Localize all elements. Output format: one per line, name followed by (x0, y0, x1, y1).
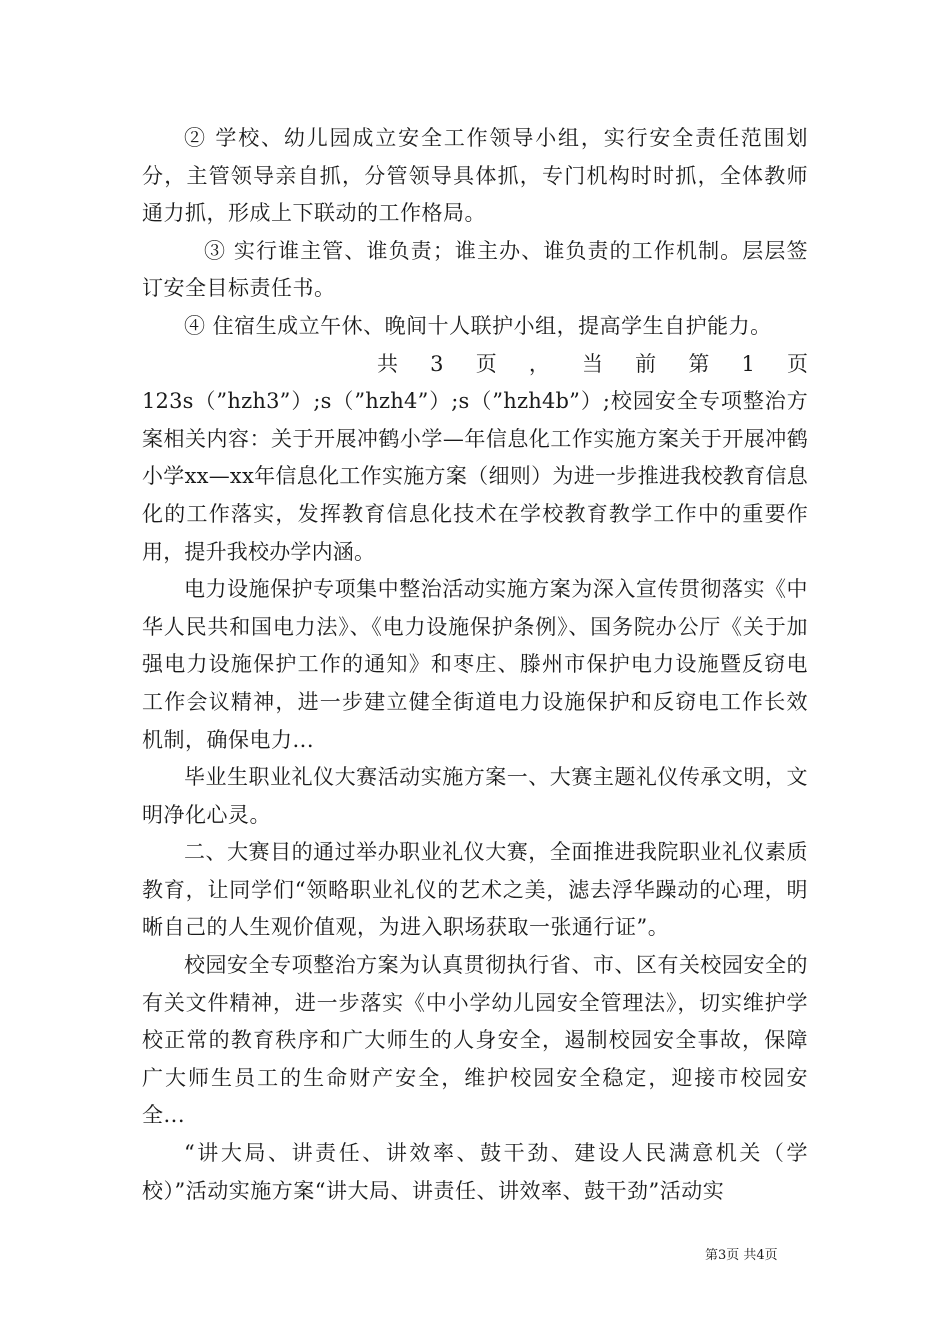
page-counter-comma: ， (528, 351, 550, 376)
page-counter-total: 3 (430, 351, 444, 376)
page-counter-current: 1 (741, 351, 755, 376)
page-counter-dang: 当 (582, 351, 603, 376)
page-footer: 第3页 共4页 (705, 1248, 778, 1263)
body-paragraph-campaign: “讲大局、讲责任、讲效率、鼓干劲、建设人民满意机关（学校）”活动实施方案“讲大局、讲责任、讲效率、鼓干劲”活动实 (142, 1141, 808, 1203)
page-counter-ye: 页 (475, 351, 497, 376)
page-counter-ye-2: 页 (787, 351, 808, 376)
body-paragraph-etiquette-theme: 毕业生职业礼仪大赛活动实施方案一、大赛主题礼仪传承文明，文明净化心灵。 (142, 765, 808, 827)
body-paragraph-etiquette-goal: 二、大赛目的通过举办职业礼仪大赛，全面推进我院职业礼仪素质教育，让同学们“领略职业礼仪的艺术之美，滤去浮华躁动的心理，明晰自己的人生观价值观，为进入职场获取一张通行证”。 (142, 840, 808, 940)
paragraph-item-2: ② 学校、幼儿园成立安全工作领导小组，实行安全责任范围划分，主管领导亲自抓，分管领导具体抓，专门机构时时抓，全体教师通力抓，形成上下联动的工作格局。 (142, 126, 808, 226)
paragraph-item-3: ③ 实行谁主管、谁负责；谁主办、谁负责的工作机制。层层签订安全目标责任书。 (142, 238, 808, 301)
body-paragraph-power: 电力设施保护专项集中整治活动实施方案为深入宣传贯彻落实《中华人民共和国电力法》、《电力设施保护条例》、国务院办公厅《关于加强电力设施保护工作的通知》和枣庄、滕州市保护电力设施暨反窃电工作会议精神，进一步建立健全街道电力设施保护和反窃电工作长效机制，确保电力... (142, 577, 808, 752)
page-counter-di: 第 (688, 351, 710, 376)
page-counter-gong: 共 (377, 351, 398, 376)
document-body (142, 120, 808, 1210)
body-paragraph-campus-safety: 校园安全专项整治方案为认真贯彻执行省、市、区有关校园安全的有关文件精神，进一步落实《中小学幼儿园安全管理法》，切实维护学校正常的教育秩序和广大师生的人身安全，遏制校园安全事故，保障广大师生员工的生命财产安全，维护校园安全稳定，迎接市校园安全... (142, 953, 808, 1128)
page-counter (142, 346, 808, 384)
body-paragraph-info: 123s（”hzh3”）;s（”hzh4”）;s（”hzh4b”）;校园安全专项整治方案相关内容：关于开展冲鹤小学—年信息化工作实施方案关于开展冲鹤小学xx—xx年信息化工作实施方案（细则）为进一步推进我校教育信息化的工作落实，发挥教育信息化技术在学校教育教学工作中的重要作用，提升我校办学内涵。 (142, 389, 808, 564)
page-counter-qian: 前 (635, 351, 657, 376)
paragraph-item-4: ④ 住宿生成立午休、晚间十人联护小组，提高学生自护能力。 (184, 313, 772, 338)
